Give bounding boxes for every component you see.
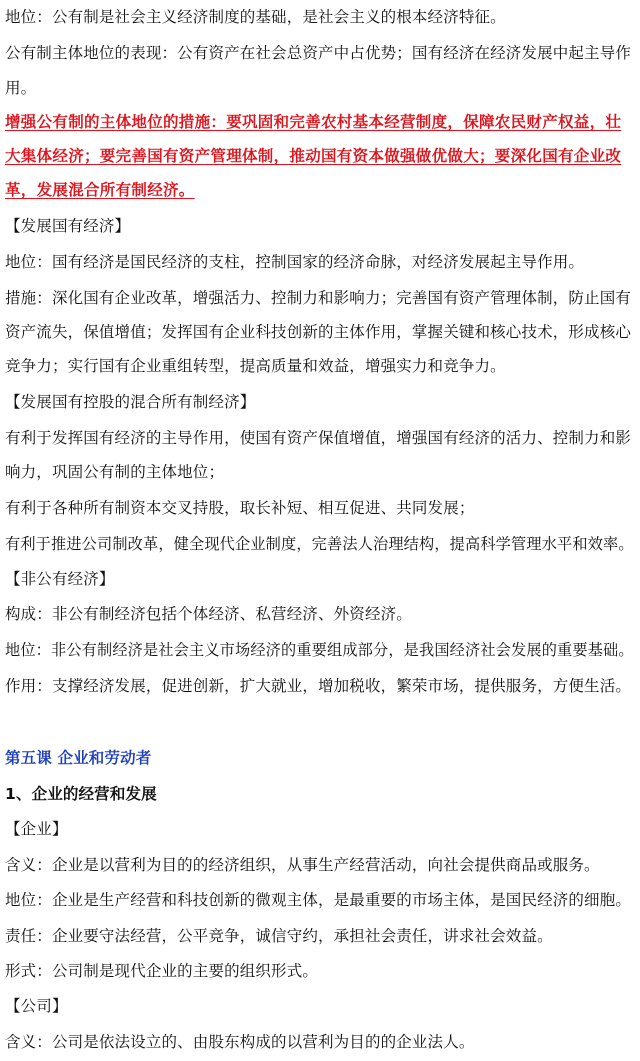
text-line: 地位：企业是生产经营和科技创新的微观主体，是最重要的市场主体，是国民经济的细胞。	[5, 891, 632, 909]
text-line: 作用：支撑经济发展，促进创新，扩大就业，增加税收，繁荣市场，提供服务，方便生活。	[5, 677, 632, 695]
text-line: 用。	[5, 79, 37, 97]
text-line: 有利于发挥国有经济的主导作用，使国有资产保值增值，增强国有经济的活力、控制力和影	[5, 429, 632, 447]
section-heading: 【公司】	[5, 997, 68, 1015]
emphasized-text-line: 增强公有制的主体地位的措施：要巩固和完善农村基本经营制度，保障农民财产权益，壮	[5, 113, 622, 131]
text-line: 竞争力；实行国有企业重组转型，提高质量和效益，增强实力和竞争力。	[5, 357, 506, 375]
text-line: 地位：非公有制经济是社会主义市场经济的重要组成部分，是我国经济社会发展的重要基础。	[5, 641, 634, 659]
section-heading: 【非公有经济】	[5, 570, 115, 588]
section-heading: 【发展国有经济】	[5, 217, 131, 235]
subsection-title: 1、企业的经营和发展	[5, 785, 157, 803]
text-line: 形式：公司制是现代企业的主要的组织形式。	[5, 962, 319, 980]
emphasized-text-line: 大集体经济；要完善国有资产管理体制，推动国有资本做强做优做大；要深化国有企业改	[5, 147, 622, 165]
text-line: 资产流失，保值增值；发挥国有企业科技创新的主体作用，掌握关键和核心技术，形成核心	[5, 323, 632, 341]
text-line: 公有制主体地位的表现：公有资产在社会总资产中占优势；国有经济在经济发展中起主导作	[5, 44, 632, 62]
text-line: 含义：企业是以营利为目的的经济组织，从事生产经营活动，向社会提供商品或服务。	[5, 856, 600, 874]
emphasized-text-line: 革，发展混合所有制经济。	[5, 181, 195, 199]
text-line: 构成：非公有制经济包括个体经济、私营经济、外资经济。	[5, 605, 412, 623]
lesson-title: 第五课 企业和劳动者	[5, 749, 152, 767]
text-line: 有利于各种所有制资本交叉持股，取长补短、相互促进、共同发展；	[5, 499, 475, 517]
text-line: 地位：公有制是社会主义经济制度的基础，是社会主义的根本经济特征。	[5, 8, 506, 26]
text-line: 有利于推进公司制改革，健全现代企业制度，完善法人治理结构，提高科学管理水平和效率。	[5, 535, 634, 553]
text-line: 责任：企业要守法经营，公平竞争，诚信守约，承担社会责任，讲求社会效益。	[5, 927, 553, 945]
section-heading: 【企业】	[5, 820, 68, 838]
text-line: 含义：公司是依法设立的、由股东构成的以营利为目的的企业法人。	[5, 1033, 475, 1051]
text-line: 措施：深化国有企业改革，增强活力、控制力和影响力；完善国有资产管理体制，防止国有	[5, 289, 632, 307]
text-line: 地位：国有经济是国民经济的支柱，控制国家的经济命脉，对经济发展起主导作用。	[5, 253, 585, 271]
section-heading: 【发展国有控股的混合所有制经济】	[5, 393, 256, 411]
text-line: 响力，巩固公有制的主体地位；	[5, 463, 225, 481]
